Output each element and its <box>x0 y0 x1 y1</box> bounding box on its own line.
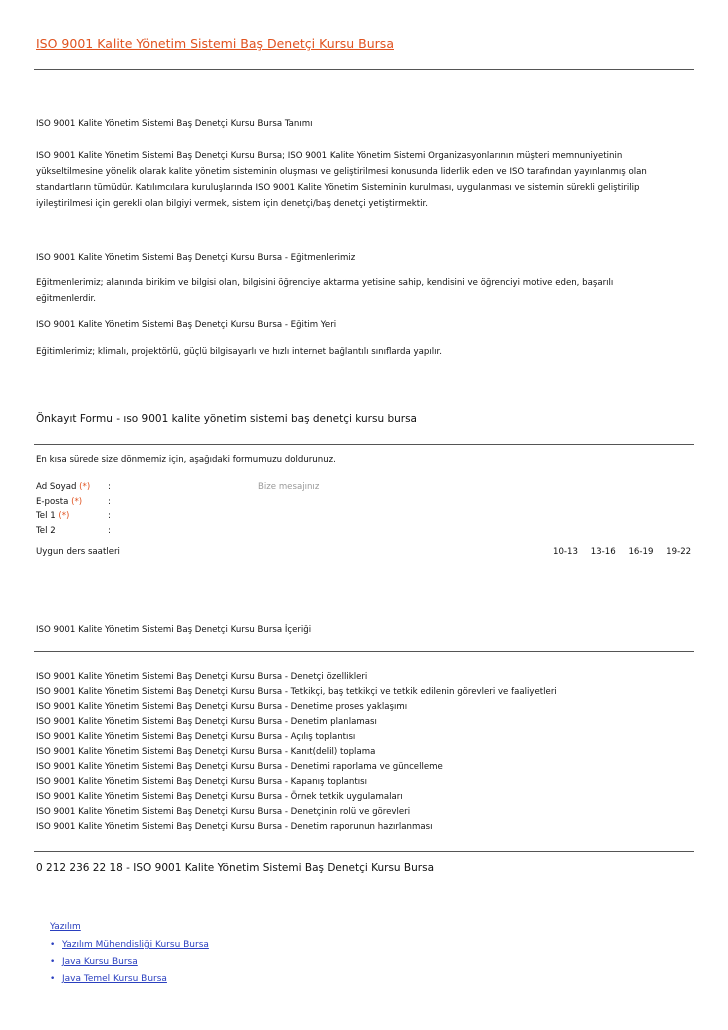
venue-heading: ISO 9001 Kalite Yönetim Sistemi Baş Denetçi Kursu Bursa - Eğitim Yeri <box>36 320 337 330</box>
related-link[interactable]: Yazılım Mühendisliği Kursu Bursa <box>62 940 209 950</box>
bullet: • <box>50 957 56 967</box>
list-item: ISO 9001 Kalite Yönetim Sistemi Baş Denetçi Kursu Bursa - Kanıt(delil) toplama <box>36 747 376 757</box>
list-item: ISO 9001 Kalite Yönetim Sistemi Baş Denetçi Kursu Bursa - Örnek tetkik uygulamaları <box>36 792 403 802</box>
list-item: ISO 9001 Kalite Yönetim Sistemi Baş Denetçi Kursu Bursa - Denetçinin rolü ve görevleri <box>36 807 411 817</box>
list-item: ISO 9001 Kalite Yönetim Sistemi Baş Denetçi Kursu Bursa - Tetkikçi, baş tetkikçi ve tetkik edilenin görevleri ve faaliyetleri <box>36 687 557 697</box>
bullet: • <box>50 940 56 950</box>
form-intro: En kısa sürede size dönmemiz için, aşağıdaki formumuzu doldurunuz. <box>36 455 336 465</box>
slot-option[interactable]: 10-13 <box>553 547 578 557</box>
phone2-input[interactable] <box>118 524 248 538</box>
slot-option[interactable]: 19-22 <box>666 547 692 557</box>
related-link[interactable]: Java Temel Kursu Bursa <box>62 974 167 984</box>
slot-option[interactable]: 13-16 <box>590 547 616 557</box>
contents-heading: ISO 9001 Kalite Yönetim Sistemi Baş Denetçi Kursu Bursa İçeriği <box>36 625 312 635</box>
list-item: ISO 9001 Kalite Yönetim Sistemi Baş Denetçi Kursu Bursa - Denetime proses yaklaşımı <box>36 702 408 712</box>
slot-option[interactable]: 16-19 <box>628 547 654 557</box>
schedule-options <box>553 545 691 560</box>
list-item: ISO 9001 Kalite Yönetim Sistemi Baş Denetçi Kursu Bursa - Denetim planlaması <box>36 717 377 727</box>
form-heading: Önkayıt Formu - ıso 9001 kalite yönetim sistemi baş denetçi kursu bursa <box>36 413 417 425</box>
message-input[interactable]: Bize mesajınız <box>258 482 320 492</box>
phone2-label: Tel 2 <box>36 526 56 536</box>
definition-line: yükseltilmesine yönelik olarak kalite yönetim sisteminin oluşması ve geliştirilmesi konusunda liderlik eden ve ISO tarafından yayınlanmış olan <box>36 167 647 177</box>
schedule-label: Uygun ders saatleri <box>36 547 120 557</box>
venue-text: Eğitimlerimiz; klimalı, projektörlü, güçlü bilgisayarlı ve hızlı internet bağlantılı sınıflarda yapılır. <box>36 347 442 357</box>
phone2-colon: : <box>108 526 111 536</box>
name-label-text: Ad Soyad <box>36 482 77 492</box>
name-label <box>36 480 90 495</box>
page-title-link[interactable]: ISO 9001 Kalite Yönetim Sistemi Baş Denetçi Kursu Bursa <box>36 36 394 51</box>
email-input[interactable] <box>118 495 248 509</box>
email-label <box>36 495 82 510</box>
list-item: ISO 9001 Kalite Yönetim Sistemi Baş Denetçi Kursu Bursa - Açılış toplantısı <box>36 732 356 742</box>
trainers-line: eğitmenlerdir. <box>36 294 96 304</box>
divider <box>34 69 694 70</box>
contact-line: 0 212 236 22 18 - ISO 9001 Kalite Yönetim Sistemi Baş Denetçi Kursu Bursa <box>36 862 435 874</box>
category-link[interactable]: Yazılım <box>50 922 81 932</box>
name-colon: : <box>108 482 111 492</box>
definition-line: iyileştirilmesi için gerekli olan bilgiyi vermek, sistem için denetçi/baş denetçi yetiştirmektir. <box>36 199 428 209</box>
definition-text <box>36 148 647 212</box>
email-colon: : <box>108 497 111 507</box>
divider <box>34 851 694 852</box>
list-item <box>50 954 209 971</box>
related-links-list <box>50 937 209 988</box>
required-mark: (*) <box>79 482 91 492</box>
phone1-label <box>36 509 69 524</box>
definition-heading: ISO 9001 Kalite Yönetim Sistemi Baş Denetçi Kursu Bursa Tanımı <box>36 119 313 129</box>
list-item: ISO 9001 Kalite Yönetim Sistemi Baş Denetçi Kursu Bursa - Denetim raporunun hazırlanması <box>36 822 433 832</box>
divider <box>34 651 694 652</box>
related-link[interactable]: Java Kursu Bursa <box>62 957 138 967</box>
trainers-line: Eğitmenlerimiz; alanında birikim ve bilgisi olan, bilgisini öğrenciye aktarma yetisine sahip, kendisini ve öğrenciyi motive eden, başarılı <box>36 278 614 288</box>
phone1-label-text: Tel 1 <box>36 511 56 521</box>
list-item: ISO 9001 Kalite Yönetim Sistemi Baş Denetçi Kursu Bursa - Kapanış toplantısı <box>36 777 367 787</box>
trainers-heading: ISO 9001 Kalite Yönetim Sistemi Baş Denetçi Kursu Bursa - Eğitmenlerimiz <box>36 253 356 263</box>
list-item <box>50 937 209 954</box>
required-mark: (*) <box>58 511 70 521</box>
bullet: • <box>50 974 56 984</box>
list-item: ISO 9001 Kalite Yönetim Sistemi Baş Denetçi Kursu Bursa - Denetimi raporlama ve güncelleme <box>36 762 443 772</box>
divider <box>34 444 694 445</box>
name-input[interactable] <box>118 480 248 494</box>
trainers-text <box>36 275 613 307</box>
required-mark: (*) <box>71 497 83 507</box>
definition-line: standartların tümüdür. Katılımcılara kuruluşlarında ISO 9001 Kalite Yönetim Sisteminin kurulması, uygulanması ve sistemin sürekli geliştirilip <box>36 183 640 193</box>
contents-list <box>36 670 557 835</box>
definition-line: ISO 9001 Kalite Yönetim Sistemi Baş Denetçi Kursu Bursa; ISO 9001 Kalite Yönetim Sistemi Organizasyonlarının müşteri memnuniyetinin <box>36 151 623 161</box>
email-label-text: E-posta <box>36 497 69 507</box>
list-item: ISO 9001 Kalite Yönetim Sistemi Baş Denetçi Kursu Bursa - Denetçi özellikleri <box>36 672 368 682</box>
list-item <box>50 971 209 988</box>
phone1-input[interactable] <box>118 509 248 523</box>
phone1-colon: : <box>108 511 111 521</box>
